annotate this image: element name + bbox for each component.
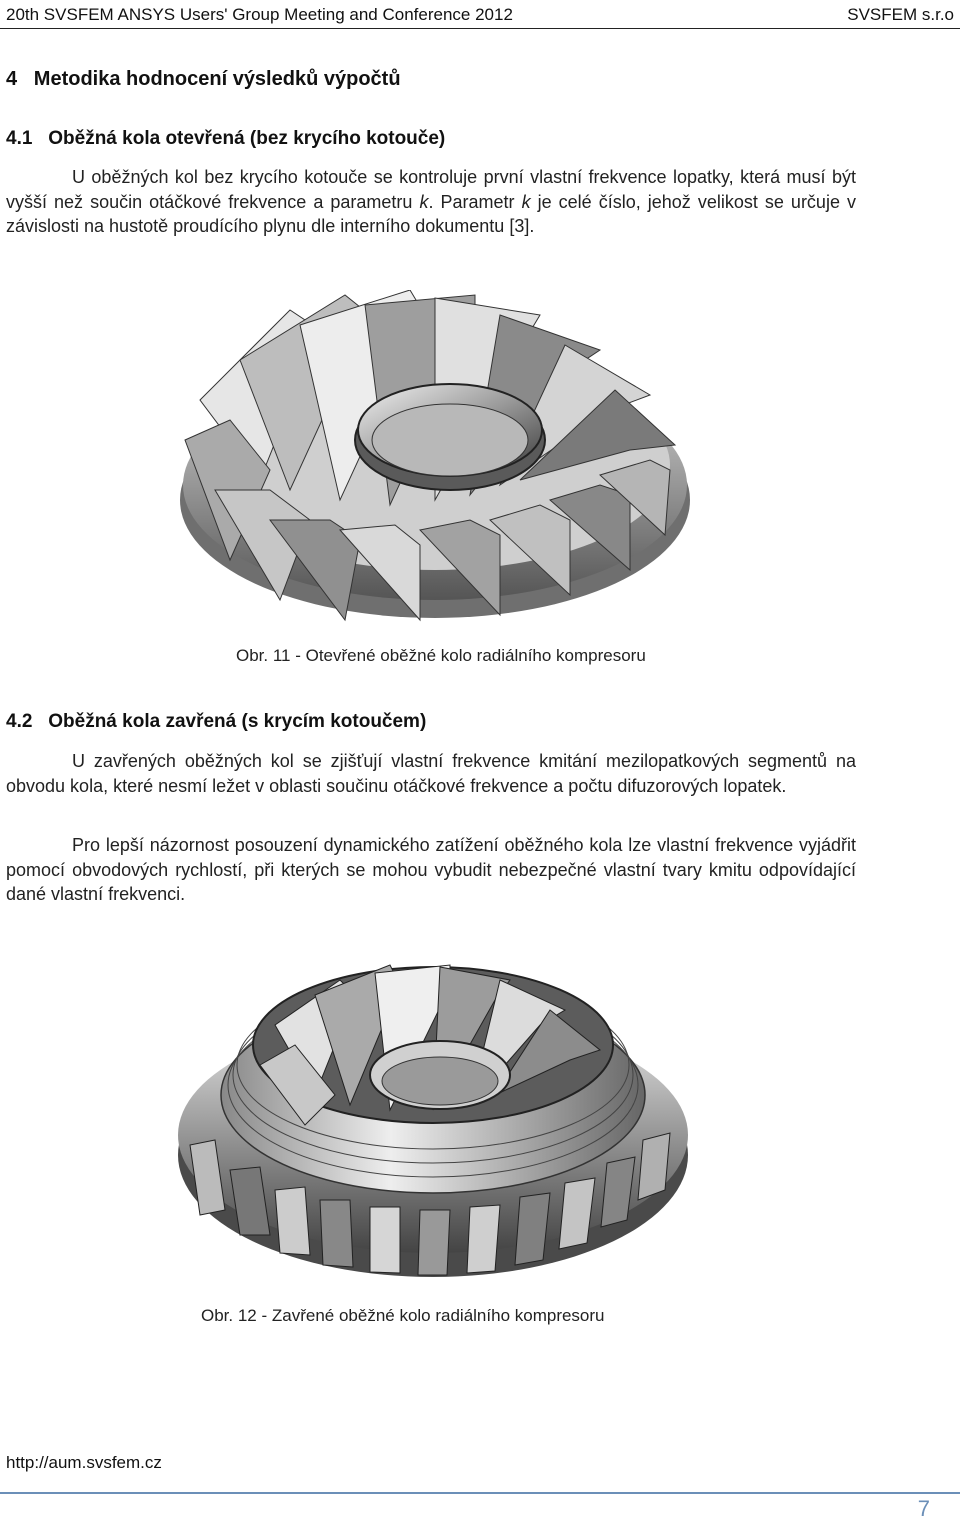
paragraph-text: U zavřených oběžných kol se zjišťují vlastní frekvence kmitání mezilopatkových segmentů na obvodu kola, které nesmí ležet v oblasti součinu otáčkové frekvence a počtu difuzorových lopatek. (6, 751, 856, 796)
header-company: SVSFEM s.r.o (847, 5, 954, 24)
footer-divider (0, 1492, 960, 1494)
figure-11-caption: Obr. 11 - Otevřené oběžné kolo radiálního kompresoru (236, 646, 646, 665)
paragraph-text-c: je celé číslo, jehož velikost se určuje v závislosti na hustotě proudícího plynu dle interního dokumentu [3]. (6, 191, 856, 236)
header-conference-title: 20th SVSFEM ANSYS Users' Group Meeting and Conference 2012 (6, 5, 513, 24)
paragraph-text-a: U oběžných kol bez krycího kotouče se kontroluje první vlastní frekvence lopatky, která musí být vyšší než součin otáčkové frekvence a parametru (6, 167, 856, 212)
closed-impeller-figure (175, 935, 695, 1280)
section-heading: 4 Metodika hodnocení výsledků výpočtů (6, 68, 401, 90)
paragraph-dynamic-load (6, 833, 856, 907)
paragraph-closed-impellers (6, 749, 856, 798)
paragraph-text-b: . Parametr (428, 191, 522, 212)
page-header (0, 0, 960, 29)
figure-12-caption: Obr. 12 - Zavřené oběžné kolo radiálního kompresoru (201, 1306, 605, 1325)
subsection-heading-4-2: 4.2 Oběžná kola zavřená (s krycím kotoučem) (6, 711, 427, 732)
page-number: 7 (917, 1496, 930, 1521)
subsection-heading-4-1: 4.1 Oběžná kola otevřená (bez krycího kotouče) (6, 128, 446, 149)
paragraph-open-impellers (6, 165, 856, 239)
open-impeller-figure (170, 290, 690, 625)
footer-url[interactable]: http://aum.svsfem.cz (6, 1453, 162, 1472)
param-k: k (521, 191, 531, 212)
paragraph-text: Pro lepší názornost posouzení dynamického zatížení oběžného kola lze vlastní frekvence vyjádřit pomocí obvodových rychlostí, při kterých se mohou vybudit nebezpečné vlastní tvary kmitu odpovídající dané vlastní frekvenci. (6, 835, 856, 904)
param-k: k (419, 191, 429, 212)
